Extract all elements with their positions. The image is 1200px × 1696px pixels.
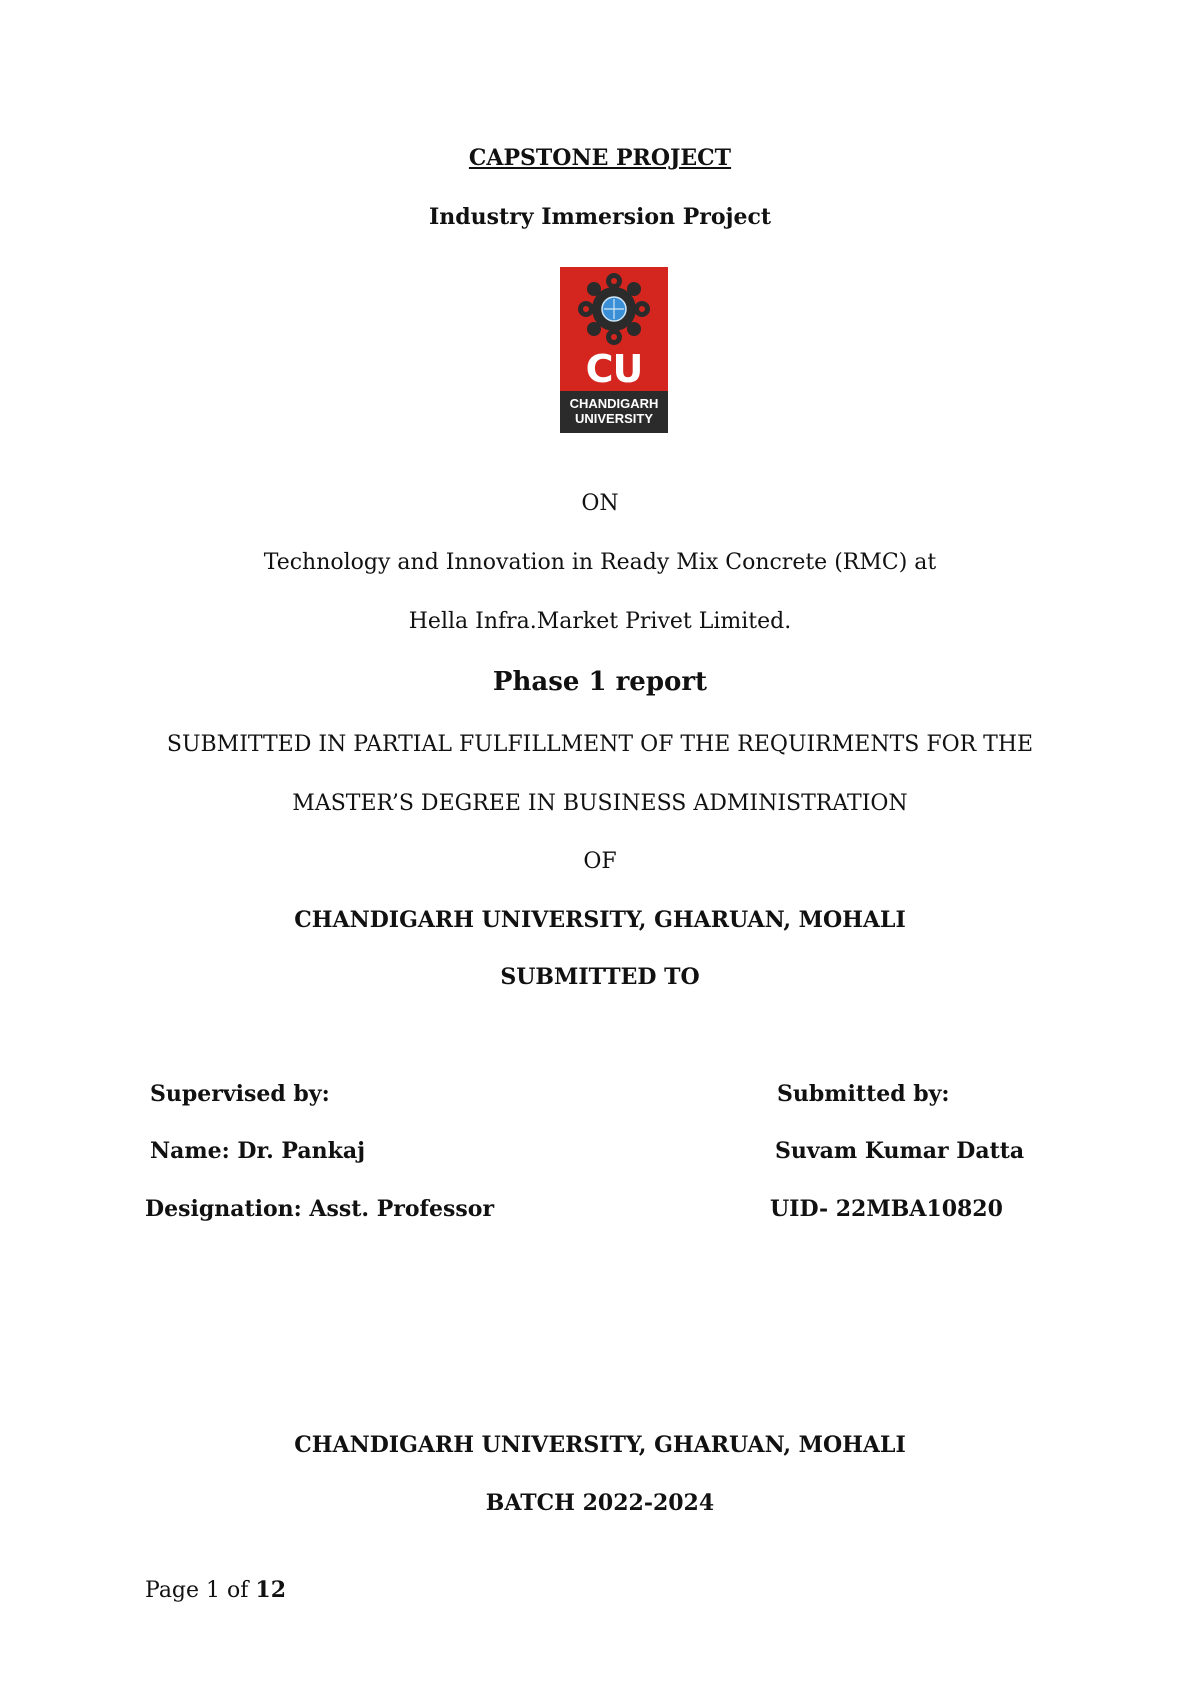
document-subtitle: Industry Immersion Project — [428, 204, 772, 230]
page-number — [145, 1576, 286, 1605]
logo-name-band — [560, 391, 668, 433]
gear-emblem-icon — [560, 267, 668, 349]
of-label: OF — [583, 849, 617, 874]
logo-line-2: UNIVERSITY — [574, 411, 653, 426]
submitted-to-label: SUBMITTED TO — [500, 964, 700, 990]
supervised-by-heading: Supervised by: — [150, 1081, 330, 1107]
chandigarh-university-logo — [560, 267, 668, 433]
supervisor-designation: Designation: Asst. Professor — [145, 1196, 495, 1222]
project-topic-line-2: Hella Infra.Market Privet Limited. — [408, 609, 792, 634]
closing-university-name: CHANDIGARH UNIVERSITY, GHARUAN, MOHALI — [294, 1432, 906, 1458]
page-total: 12 — [255, 1577, 287, 1603]
logo-line-1: CHANDIGARH — [569, 396, 659, 411]
on-label: ON — [581, 491, 619, 516]
university-name: CHANDIGARH UNIVERSITY, GHARUAN, MOHALI — [294, 907, 906, 933]
logo-abbreviation: CU — [585, 347, 643, 391]
report-phase: Phase 1 report — [492, 667, 708, 697]
document-title: CAPSTONE PROJECT — [468, 145, 732, 171]
student-uid: UID- 22MBA10820 — [770, 1196, 1003, 1222]
submitted-by-heading: Submitted by: — [777, 1081, 950, 1107]
student-name: Suvam Kumar Datta — [775, 1138, 1025, 1164]
page-of: of — [220, 1578, 256, 1603]
submission-line-2: MASTER’S DEGREE IN BUSINESS ADMINISTRATION — [292, 791, 908, 816]
submission-line-1: SUBMITTED IN PARTIAL FULFILLMENT OF THE REQUIRMENTS FOR THE — [166, 732, 1034, 757]
page-current: 1 — [206, 1578, 221, 1603]
supervisor-name: Name: Dr. Pankaj — [150, 1138, 366, 1164]
project-topic-line-1: Technology and Innovation in Ready Mix Concrete (RMC) at — [263, 550, 937, 575]
batch-years: BATCH 2022-2024 — [485, 1490, 715, 1516]
page-prefix: Page — [145, 1578, 207, 1603]
